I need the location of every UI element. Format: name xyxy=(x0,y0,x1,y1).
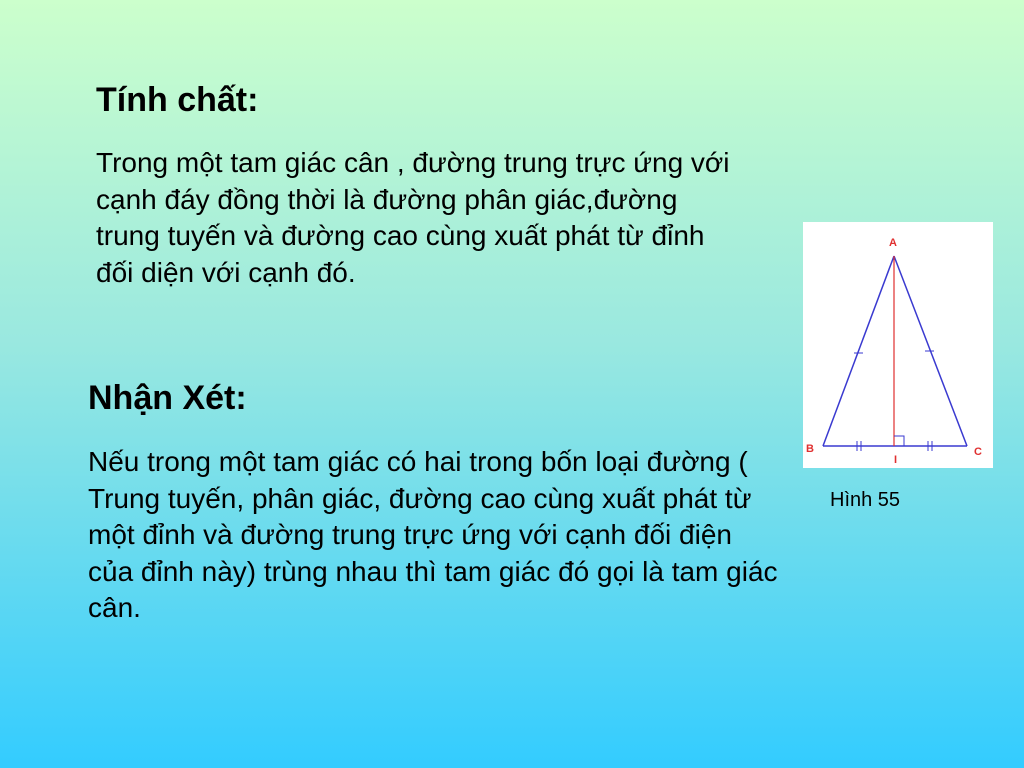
label-i: I xyxy=(894,454,898,466)
property-text: Trong một tam giác cân , đường trung trực ứng với cạnh đáy đồng thời là đường phân giác,đường trung tuyến và đường cao cùng xuất phát từ đỉnh đối diện với cạnh đó. xyxy=(96,147,730,288)
label-c: C xyxy=(974,446,982,458)
remark-text: Nếu trong một tam giác có hai trong bốn loại đường ( Trung tuyến, phân giác, đường cao cùng xuất phát từ một đỉnh và đường trung trực ứng với cạnh đối điện của đỉnh này) trùng nhau thì tam giác đó gọi là tam giác cân. xyxy=(88,446,778,624)
remark-heading: Nhận Xét: xyxy=(88,379,247,417)
label-b: B xyxy=(806,443,814,455)
property-heading: Tính chất: xyxy=(96,81,259,119)
right-angle-mark xyxy=(894,436,904,446)
triangle-diagram xyxy=(803,222,993,468)
isosceles-triangle-figure xyxy=(803,222,993,468)
label-a: A xyxy=(889,237,897,249)
side-ab xyxy=(823,256,894,446)
figure-caption: Hình 55 xyxy=(830,489,901,511)
